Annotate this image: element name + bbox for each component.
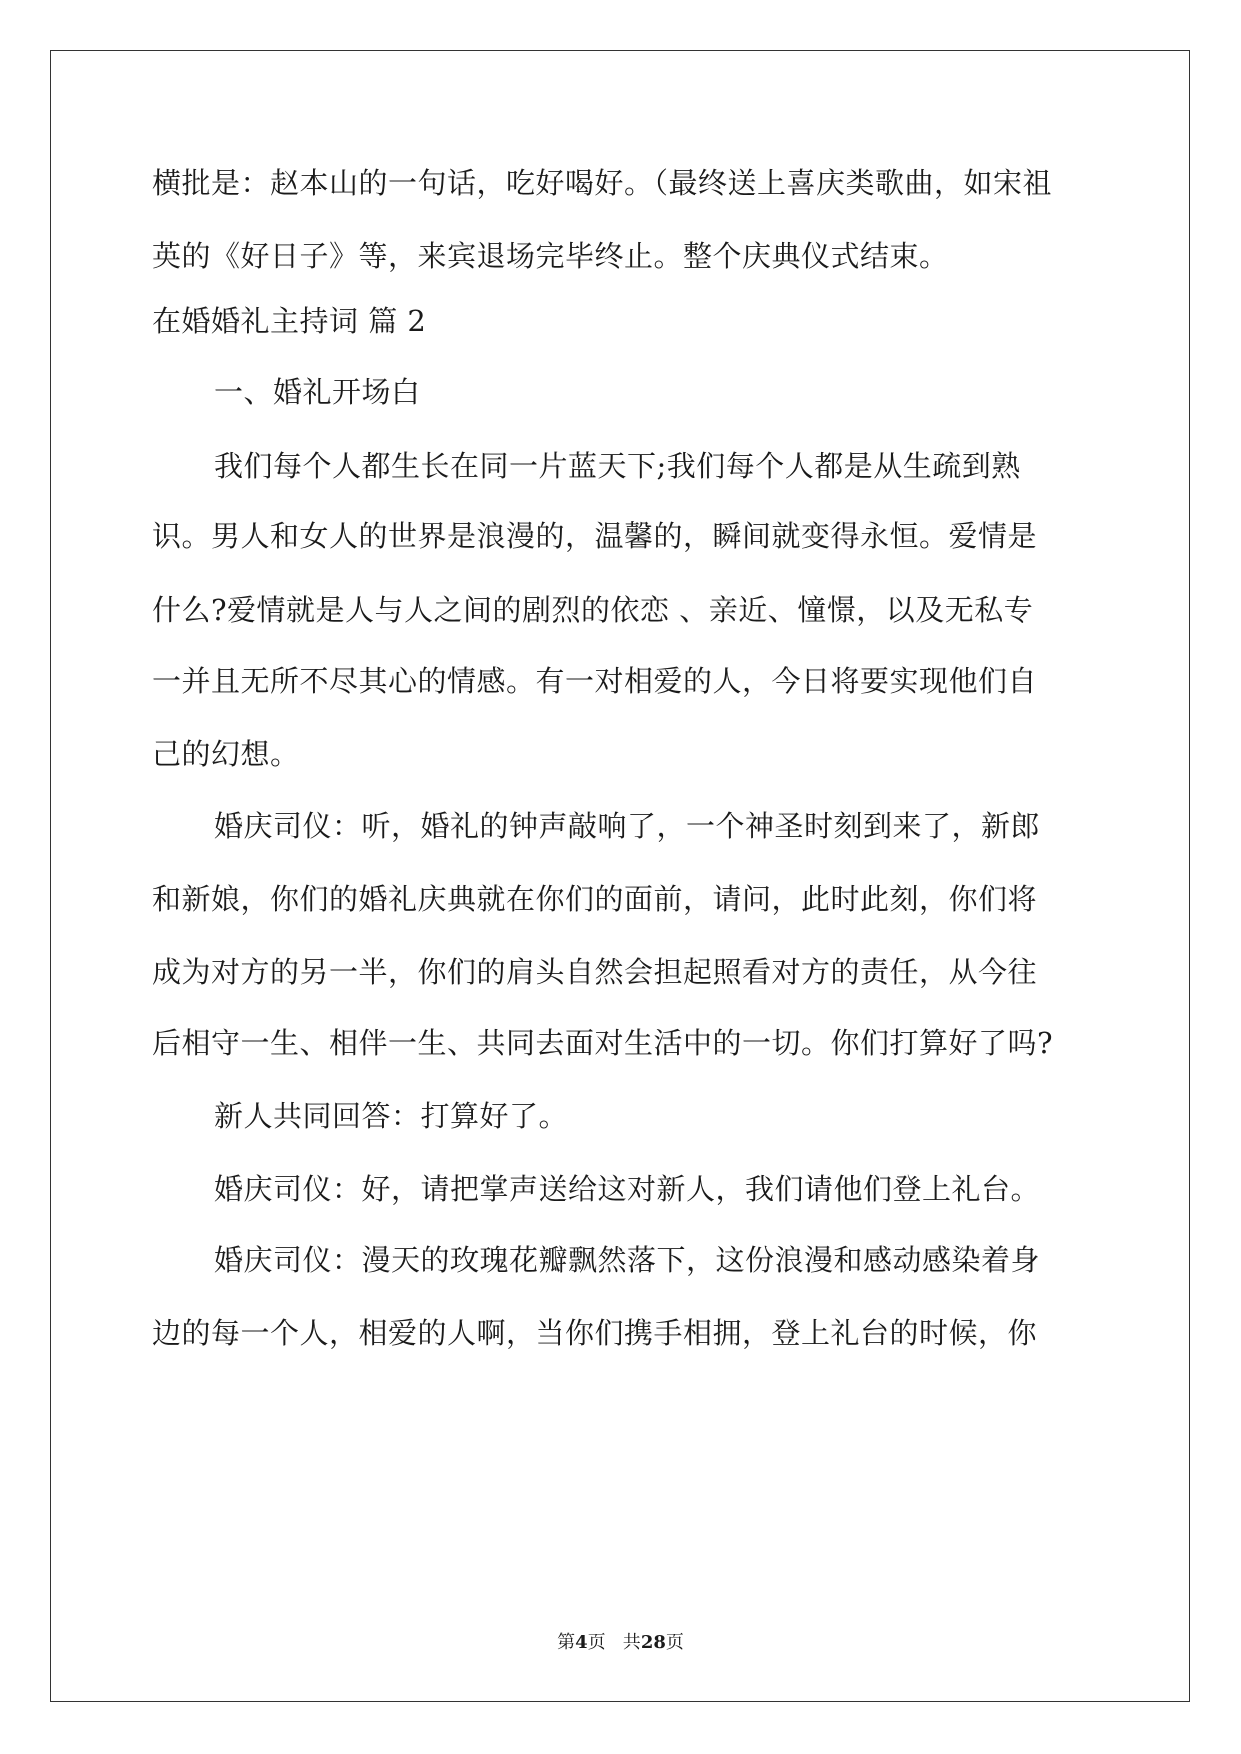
total-page-number: 28 <box>640 1632 666 1653</box>
text-line-14: 新人共同回答：打算好了。 <box>214 1099 569 1133</box>
text-line-9: 己的幻想。 <box>152 737 300 771</box>
text-line-6: 识。男人和女人的世界是浪漫的，温馨的，瞬间就变得永恒。爱情是 <box>152 519 1038 553</box>
text-line-8: 一并且无所不尽其心的情感。有一对相爱的人，今日将要实现他们自 <box>152 664 1038 698</box>
text-line-11: 和新娘，你们的婚礼庆典就在你们的面前，请问，此时此刻，你们将 <box>152 882 1038 916</box>
text-line-10: 婚庆司仪：听，婚礼的钟声敲响了，一个神圣时刻到来了，新郎 <box>214 809 1041 843</box>
footer-suffix: 页 <box>665 1632 684 1653</box>
footer-middle: 页 共 <box>587 1632 641 1653</box>
page-footer <box>0 1631 1241 1655</box>
subsection-heading: 一、婚礼开场白 <box>214 375 421 409</box>
text-line-7: 什么?爱情就是人与人之间的剧烈的依恋 、亲近、憧憬，以及无私专 <box>152 593 1034 627</box>
text-line-13: 后相守一生、相伴一生、共同去面对生活中的一切。你们打算好了吗? <box>152 1026 1054 1060</box>
text-line-16: 婚庆司仪：漫天的玫瑰花瓣飘然落下，这份浪漫和感动感染着身 <box>214 1243 1041 1277</box>
section-heading: 在婚婚礼主持词 篇 2 <box>152 304 427 338</box>
current-page-number: 4 <box>575 1632 588 1653</box>
text-line-15: 婚庆司仪：好，请把掌声送给这对新人，我们请他们登上礼台。 <box>214 1172 1041 1206</box>
footer-prefix: 第 <box>557 1632 576 1653</box>
text-line-5: 我们每个人都生长在同一片蓝天下;我们每个人都是从生疏到熟 <box>214 449 1021 483</box>
page-border <box>50 50 1190 1702</box>
text-line-2: 英的《好日子》等，来宾退场完毕终止。整个庆典仪式结束。 <box>152 239 949 273</box>
text-line-17: 边的每一个人，相爱的人啊，当你们携手相拥，登上礼台的时候，你 <box>152 1316 1038 1350</box>
text-line-1: 横批是：赵本山的一句话，吃好喝好。（最终送上喜庆类歌曲，如宋祖 <box>152 166 1053 200</box>
text-line-12: 成为对方的另一半，你们的肩头自然会担起照看对方的责任，从今往 <box>152 955 1038 989</box>
